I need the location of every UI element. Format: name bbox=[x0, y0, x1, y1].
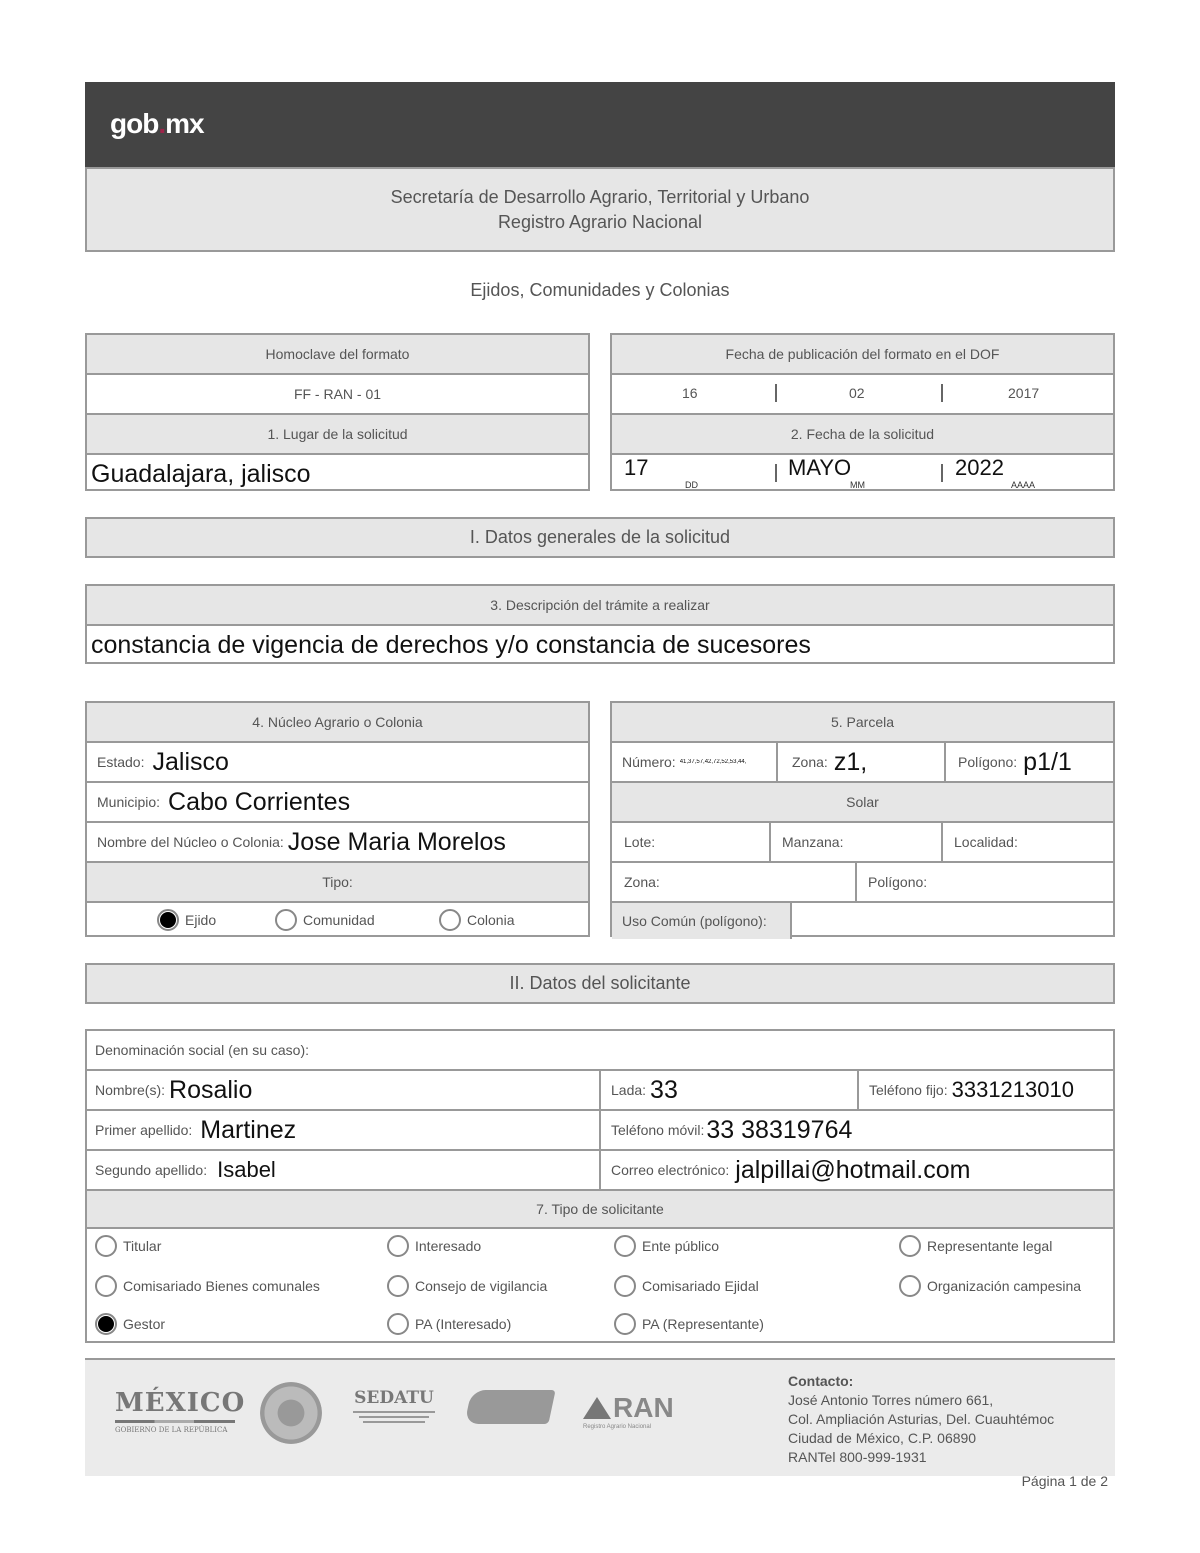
solicitante-block bbox=[85, 1029, 1115, 1343]
uso-comun-label-cell bbox=[612, 903, 792, 939]
municipio-field[interactable]: Cabo Corrientes bbox=[168, 787, 351, 816]
opt-pa-representante[interactable] bbox=[614, 1313, 764, 1335]
numero-cell bbox=[612, 743, 778, 781]
opt-organizacion-campesina[interactable] bbox=[899, 1275, 1081, 1297]
zona-cell bbox=[778, 743, 946, 781]
option-label: Ente público bbox=[642, 1238, 720, 1254]
institution-box bbox=[85, 167, 1115, 252]
manzana-label: Manzana: bbox=[782, 834, 844, 850]
descripcion-field[interactable]: constancia de vigencia de derechos y/o constancia de sucesores bbox=[91, 630, 811, 659]
option-label: Titular bbox=[123, 1238, 162, 1254]
denominacion-label: Denominación social (en su caso): bbox=[95, 1042, 309, 1058]
movil-cell bbox=[601, 1111, 1113, 1149]
nombre-field[interactable]: Rosalio bbox=[169, 1075, 253, 1104]
tipo-ejido[interactable] bbox=[157, 909, 216, 931]
option-label: Interesado bbox=[415, 1238, 482, 1254]
separator bbox=[941, 464, 943, 482]
tipo-solicitante-title: 7. Tipo de solicitante bbox=[87, 1191, 1113, 1229]
descripcion-label: 3. Descripción del trámite a realizar bbox=[87, 586, 1113, 626]
apellido2-label: Segundo apellido: bbox=[95, 1162, 208, 1178]
zona2-label: Zona: bbox=[624, 874, 660, 890]
radio-unchecked[interactable] bbox=[899, 1235, 921, 1257]
apellido1-cell bbox=[87, 1111, 601, 1149]
solar-label: Solar bbox=[612, 783, 1113, 823]
apellido1-row bbox=[87, 1111, 1113, 1151]
institution-line1: Secretaría de Desarrollo Agrario, Territorial y Urbano bbox=[390, 186, 810, 207]
fecha-pub-month: 02 bbox=[849, 385, 865, 401]
parcela-block bbox=[610, 701, 1115, 937]
homoclave-value: FF - RAN - 01 bbox=[87, 375, 588, 415]
tipo-label: Tipo: bbox=[87, 863, 588, 903]
tipo-options bbox=[87, 903, 588, 941]
poligono-label: Polígono: bbox=[958, 754, 1018, 770]
opt-titular[interactable] bbox=[95, 1235, 161, 1257]
poligono2-cell[interactable] bbox=[857, 863, 1113, 901]
separator bbox=[775, 384, 777, 402]
option-label: PA (Representante) bbox=[642, 1316, 764, 1332]
estado-label: Estado: bbox=[97, 754, 145, 770]
opt-comisariado-bienes[interactable] bbox=[95, 1275, 320, 1297]
nucleo-block bbox=[85, 701, 590, 937]
option-label: PA (Interesado) bbox=[415, 1316, 512, 1332]
zona-poligono-row bbox=[612, 863, 1113, 903]
option-label: Consejo de vigilancia bbox=[415, 1278, 548, 1294]
mexico-logo-text: MÉXICO bbox=[115, 1388, 246, 1418]
zona-label: Zona: bbox=[792, 754, 828, 770]
option-label: Comisariado Ejidal bbox=[642, 1278, 759, 1294]
correo-field[interactable]: jalpillai@hotmail.com bbox=[735, 1155, 971, 1184]
page-number: Página 1 de 2 bbox=[1021, 1473, 1108, 1489]
sedatu-stripe bbox=[353, 1411, 435, 1413]
estado-row bbox=[87, 743, 588, 783]
nombre-cell bbox=[87, 1071, 601, 1109]
section1-header: I. Datos generales de la solicitud bbox=[85, 517, 1115, 558]
contact-line: RANTel 800-999-1931 bbox=[788, 1449, 927, 1465]
left-top-block bbox=[85, 333, 590, 491]
nombre-nucleo-label: Nombre del Núcleo o Colonia: bbox=[97, 834, 284, 850]
opt-consejo-vigilancia[interactable] bbox=[387, 1275, 547, 1297]
poligono-field[interactable]: p1/1 bbox=[1023, 747, 1072, 776]
radio-unchecked[interactable] bbox=[387, 1313, 409, 1335]
municipio-label: Municipio: bbox=[97, 794, 161, 810]
lugar-label: 1. Lugar de la solicitud bbox=[87, 415, 588, 455]
contact-line: Ciudad de México, C.P. 06890 bbox=[788, 1430, 977, 1446]
parcela-title: 5. Parcela bbox=[612, 703, 1113, 743]
tel-fijo-cell bbox=[859, 1071, 1113, 1109]
tipo-option-label: Comunidad bbox=[303, 912, 375, 928]
ran-logo bbox=[583, 1392, 683, 1430]
localidad-label: Localidad: bbox=[954, 834, 1018, 850]
radio-unchecked[interactable] bbox=[899, 1275, 921, 1297]
day-hint: DD bbox=[685, 480, 698, 490]
fecha-pub-row bbox=[612, 375, 1113, 415]
lada-cell bbox=[601, 1071, 859, 1109]
municipio-row bbox=[87, 783, 588, 823]
nombre-nucleo-row bbox=[87, 823, 588, 863]
header-bar bbox=[85, 82, 1115, 167]
opt-pa-interesado[interactable] bbox=[387, 1313, 511, 1335]
fecha-pub-year: 2017 bbox=[1008, 385, 1040, 401]
tel-fijo-field[interactable]: 3331213010 bbox=[951, 1077, 1074, 1102]
contact-line: Col. Ampliación Asturias, Del. Cuauhtémoc bbox=[788, 1411, 1055, 1427]
tipo-colonia[interactable] bbox=[439, 909, 514, 931]
tipo-option-label: Ejido bbox=[185, 912, 217, 928]
footer bbox=[85, 1358, 1115, 1476]
homoclave-label: Homoclave del formato bbox=[87, 335, 588, 375]
mexico-logo bbox=[115, 1388, 246, 1434]
contact-title: Contacto: bbox=[788, 1373, 854, 1389]
radio-unchecked[interactable] bbox=[95, 1275, 117, 1297]
tipo-solicitante-options bbox=[87, 1229, 1113, 1347]
sedatu-stripe bbox=[359, 1416, 429, 1418]
sedatu-logo-text: SEDATU bbox=[354, 1388, 434, 1408]
denominacion-row[interactable] bbox=[87, 1031, 1113, 1071]
nucleo-title: 4. Núcleo Agrario o Colonia bbox=[87, 703, 588, 743]
lugar-field[interactable]: Guadalajara, jalisco bbox=[91, 459, 311, 488]
radio-checked[interactable] bbox=[95, 1313, 117, 1335]
radio-unchecked[interactable] bbox=[275, 909, 297, 931]
radio-unchecked[interactable] bbox=[614, 1313, 636, 1335]
poligono-cell bbox=[946, 743, 1113, 781]
radio-unchecked[interactable] bbox=[614, 1275, 636, 1297]
institution-line2: Registro Agrario Nacional bbox=[497, 211, 703, 232]
apellido1-label: Primer apellido: bbox=[95, 1122, 193, 1138]
apellido2-field[interactable]: Isabel bbox=[217, 1157, 276, 1182]
parcela-row bbox=[612, 743, 1113, 783]
separator bbox=[775, 464, 777, 482]
nombre-label: Nombre(s): bbox=[95, 1082, 166, 1098]
radio-checked[interactable] bbox=[157, 909, 179, 931]
opt-ente-publico[interactable] bbox=[614, 1235, 719, 1257]
localidad-cell[interactable] bbox=[943, 823, 1113, 861]
apellido1-field[interactable]: Martinez bbox=[200, 1115, 297, 1144]
ran-logo-subtext: Registro Agrario Nacional bbox=[583, 1424, 652, 1430]
apellido2-cell bbox=[87, 1151, 601, 1189]
solar-row bbox=[612, 823, 1113, 863]
option-label: Comisariado Bienes comunales bbox=[123, 1278, 320, 1294]
nombre-row bbox=[87, 1071, 1113, 1111]
contact-line: José Antonio Torres número 661, bbox=[788, 1392, 994, 1408]
ran-logo-text: RAN bbox=[613, 1392, 674, 1423]
mexico-logo-subtext: GOBIERNO DE LA REPÚBLICA bbox=[115, 1426, 228, 1434]
opt-representante-legal[interactable] bbox=[899, 1235, 1052, 1257]
manzana-cell[interactable] bbox=[771, 823, 943, 861]
uso-comun-field[interactable] bbox=[792, 903, 1113, 939]
sedatu-stripe bbox=[363, 1421, 425, 1423]
tipo-option-label: Colonia bbox=[467, 912, 515, 928]
uso-comun-label: Uso Común (polígono): bbox=[622, 913, 767, 929]
fecha-sol-year[interactable]: 2022 bbox=[955, 455, 1004, 480]
apellido2-row bbox=[87, 1151, 1113, 1191]
zona-field[interactable]: z1, bbox=[833, 747, 868, 776]
lote-label: Lote: bbox=[624, 834, 656, 850]
fecha-pub-label: Fecha de publicación del formato en el DOF bbox=[612, 335, 1113, 375]
year-hint: AAAA bbox=[1011, 480, 1036, 490]
fecha-sol-day[interactable]: 17 bbox=[624, 455, 649, 480]
option-label: Organización campesina bbox=[927, 1278, 1082, 1294]
correo-label: Correo electrónico: bbox=[611, 1162, 730, 1178]
ran-mark-icon bbox=[583, 1397, 611, 1419]
lote-cell[interactable] bbox=[612, 823, 771, 861]
page-subtitle: Ejidos, Comunidades y Colonias bbox=[470, 279, 730, 300]
fecha-pub-day: 16 bbox=[682, 385, 698, 401]
poligono2-label: Polígono: bbox=[868, 874, 928, 890]
radio-unchecked[interactable] bbox=[614, 1235, 636, 1257]
radio-unchecked[interactable] bbox=[439, 909, 461, 931]
opt-gestor[interactable] bbox=[95, 1313, 165, 1335]
descripcion-block bbox=[85, 584, 1115, 664]
month-hint: MM bbox=[850, 480, 865, 490]
numero-label: Número: bbox=[622, 754, 676, 770]
movil-label: Teléfono móvil: bbox=[611, 1122, 705, 1138]
zona2-cell[interactable] bbox=[612, 863, 857, 901]
fecha-sol-month[interactable]: MAYO bbox=[788, 455, 852, 480]
nombre-nucleo-field[interactable]: Jose Maria Morelos bbox=[287, 827, 506, 856]
correo-cell bbox=[601, 1151, 1113, 1189]
fecha-sol-label: 2. Fecha de la solicitud bbox=[612, 415, 1113, 455]
movil-field[interactable]: 33 38319764 bbox=[706, 1115, 853, 1144]
lada-field[interactable]: 33 bbox=[650, 1075, 678, 1104]
separator bbox=[941, 384, 943, 402]
opt-comisariado-ejidal[interactable] bbox=[614, 1275, 759, 1297]
radio-unchecked[interactable] bbox=[387, 1235, 409, 1257]
fecha-sol-row bbox=[612, 455, 1113, 493]
section2-header: II. Datos del solicitante bbox=[85, 963, 1115, 1004]
radio-unchecked[interactable] bbox=[95, 1235, 117, 1257]
ciudad-logo-icon bbox=[464, 1390, 555, 1424]
radio-unchecked[interactable] bbox=[387, 1275, 409, 1297]
gobmx-logo: gob.mx bbox=[110, 108, 204, 139]
tel-fijo-label: Teléfono fijo: bbox=[869, 1082, 948, 1098]
opt-interesado[interactable] bbox=[387, 1235, 481, 1257]
numero-field[interactable]: 41,37,57,42,72,52,53,44, bbox=[679, 759, 747, 765]
option-label: Gestor bbox=[123, 1316, 166, 1332]
lada-label: Lada: bbox=[611, 1082, 647, 1098]
contact-block bbox=[788, 1372, 1054, 1467]
seal-icon bbox=[260, 1382, 322, 1444]
sedatu-logo bbox=[353, 1388, 435, 1426]
uso-comun-row bbox=[612, 903, 1113, 939]
option-label: Representante legal bbox=[927, 1238, 1053, 1254]
estado-field[interactable]: Jalisco bbox=[152, 747, 229, 776]
right-top-block bbox=[610, 333, 1115, 491]
flag-stripe bbox=[115, 1420, 235, 1423]
tipo-comunidad[interactable] bbox=[275, 909, 375, 931]
